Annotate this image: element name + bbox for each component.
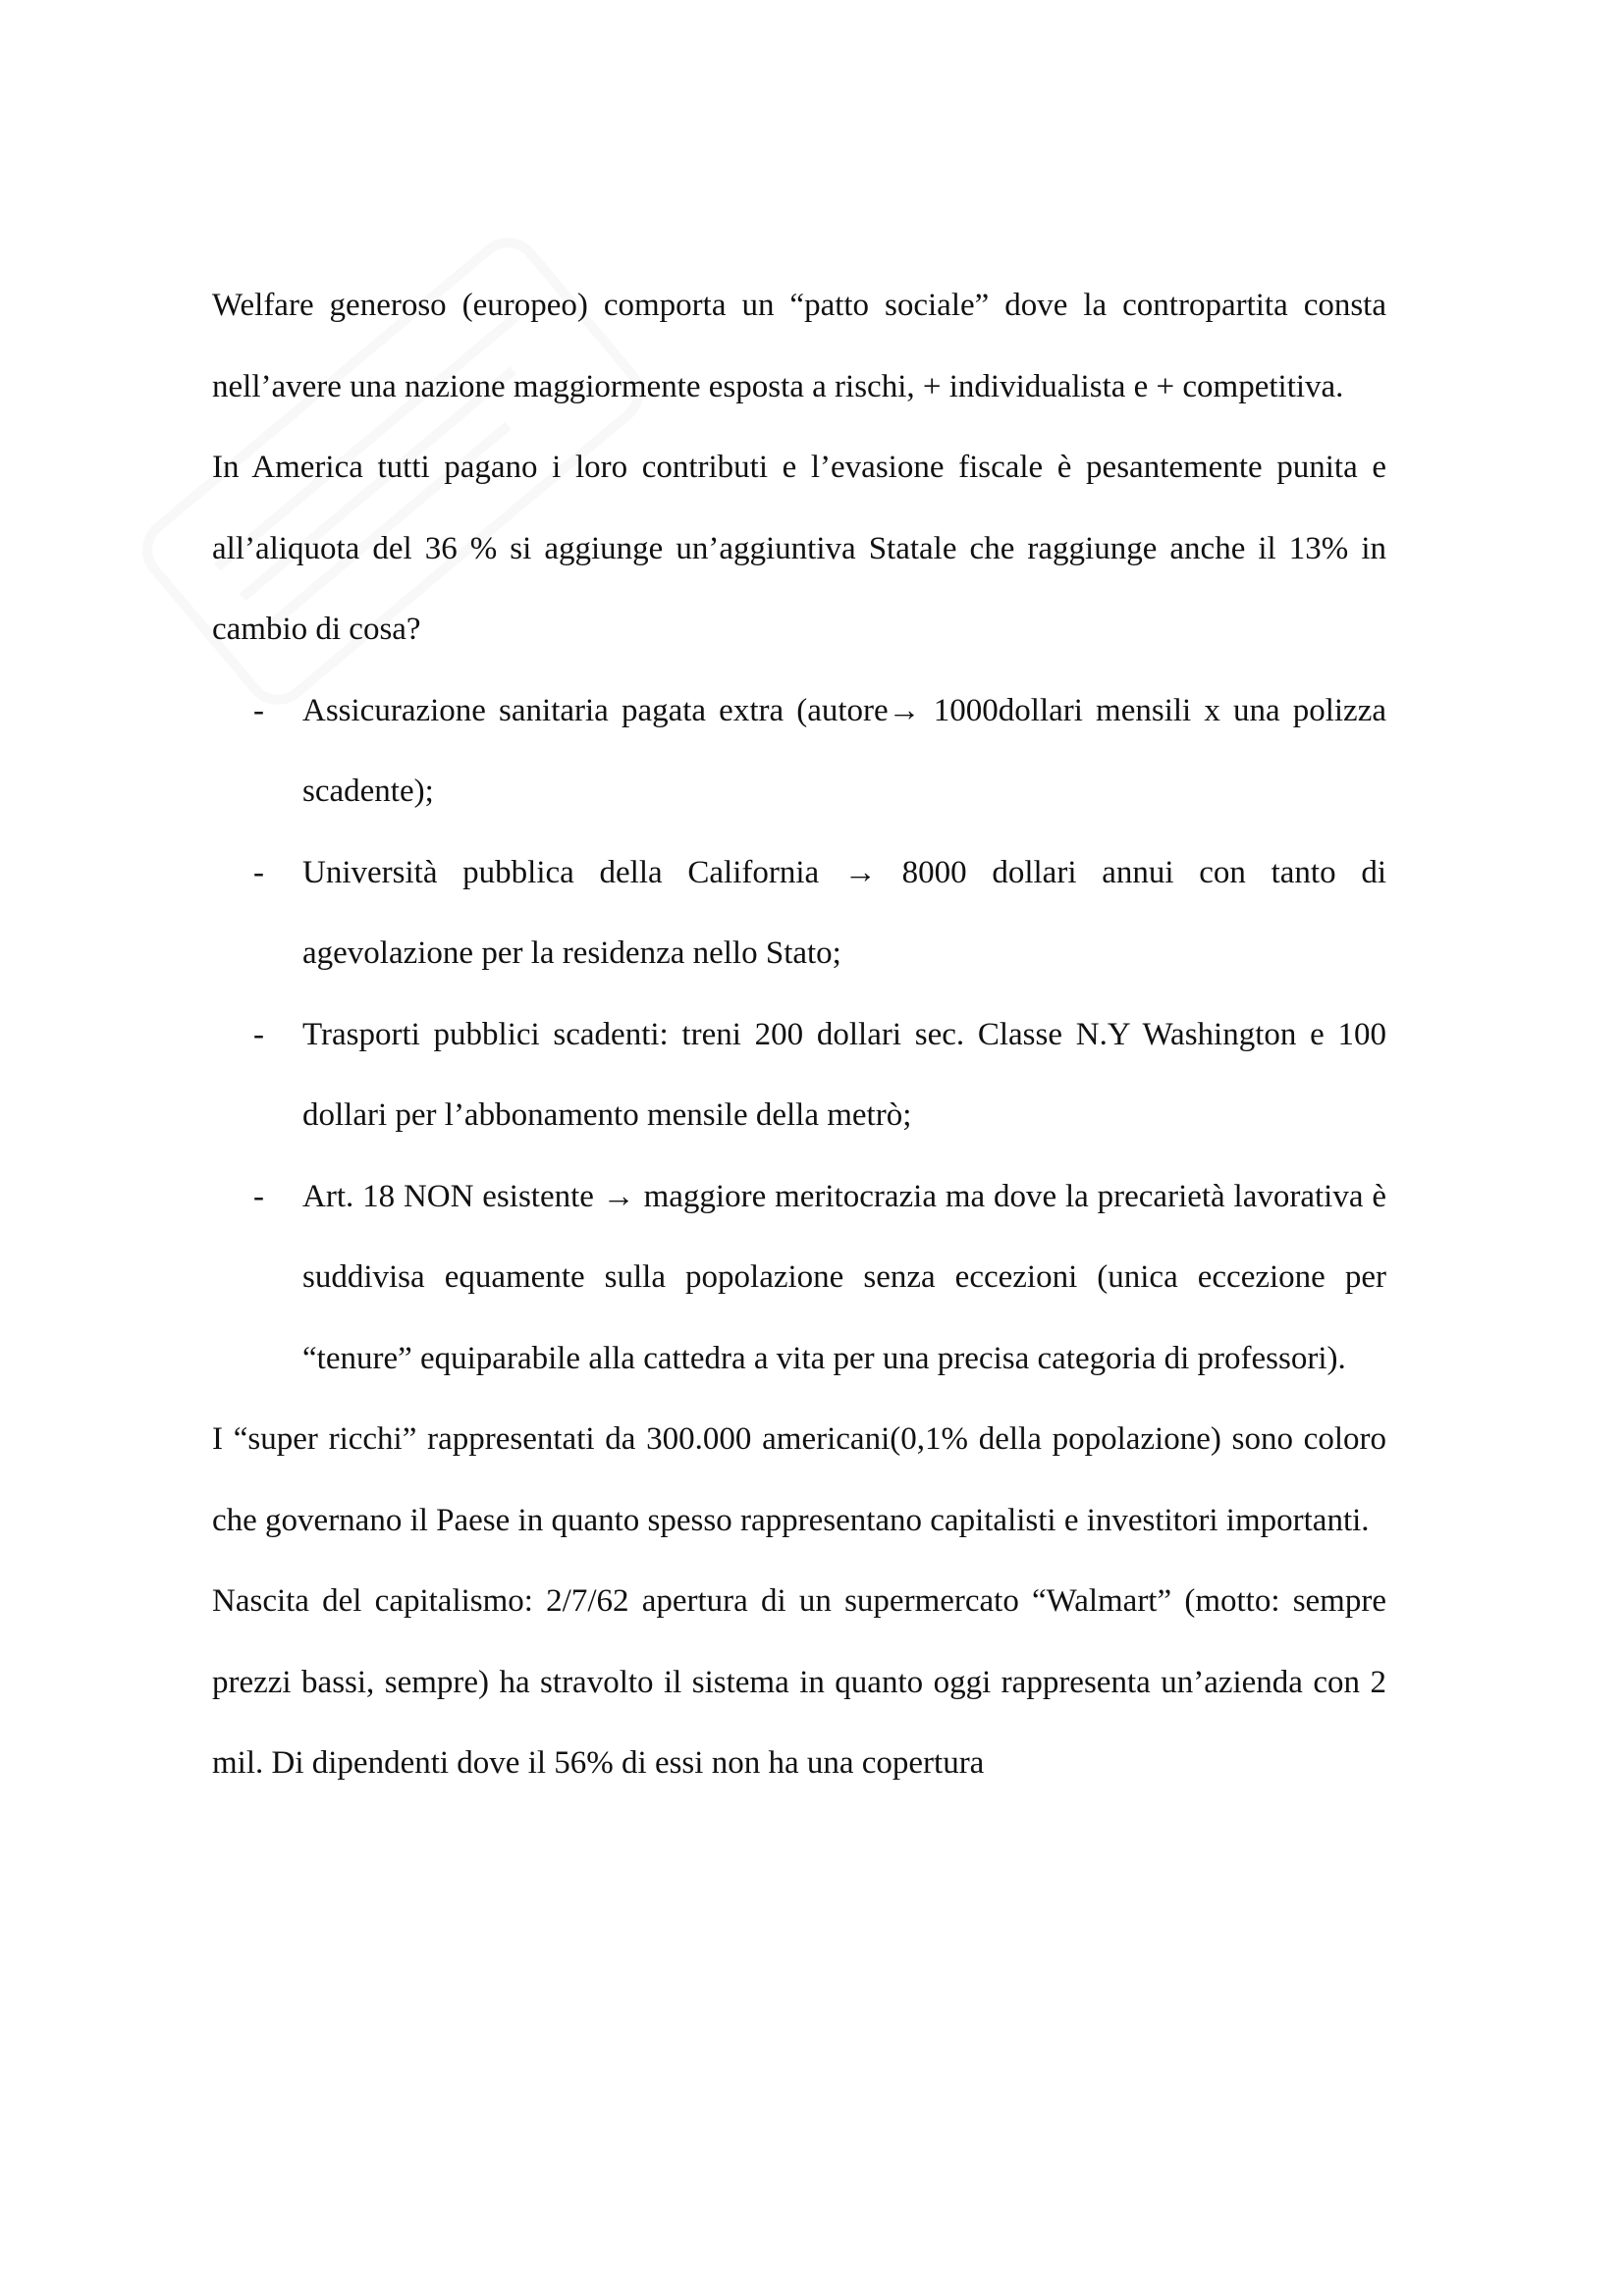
paragraph-capitalism-walmart: Nascita del capitalismo: 2/7/62 apertura di un supermercato “Walmart” (motto: sempre prezzi bassi, sempre) ha stravolto il sistema in quanto oggi rappresenta un’azienda con 2 mil. Di dipendenti dove il 56% di essi non ha una copertura <box>212 1583 1386 1781</box>
bullet-text-health-insurance: Assicurazione sanitaria pagata extra (autore→ 1000dollari mensili x una polizza scadente); <box>302 692 1386 809</box>
paragraph-welfare: Welfare generoso (europeo) comporta un “patto sociale” dove la contropartita consta nell’avere una nazione maggiormente esposta a rischi, + individualista e + competitiva. <box>212 288 1386 404</box>
document-body <box>212 265 1386 1804</box>
bullet-dash: - <box>253 854 264 890</box>
bullet-dash: - <box>253 1178 264 1214</box>
bullet-dash: - <box>253 692 264 728</box>
bullet-text-transport: Trasporti pubblici scadenti: treni 200 dollari sec. Classe N.Y Washington e 100 dollari per l’abbonamento mensile della metrò; <box>302 1016 1386 1133</box>
list-item <box>212 1156 1386 1400</box>
list-item <box>212 670 1386 832</box>
paragraph-america-taxes: In America tutti pagano i loro contributi e l’evasione fiscale è pesantemente punita e all’aliquota del 36 % si aggiunge un’aggiuntiva Statale che raggiunge anche il 13% in cambio di cosa? <box>212 450 1386 647</box>
bullet-list <box>212 670 1386 1400</box>
bullet-text-university: Università pubblica della California → 8000 dollari annui con tanto di agevolazione per la residenza nello Stato; <box>302 854 1386 971</box>
bullet-dash: - <box>253 1016 264 1052</box>
bullet-text-art18: Art. 18 NON esistente → maggiore meritocrazia ma dove la precarietà lavorativa è suddivisa equamente sulla popolazione senza eccezioni (unica eccezione per “tenure” equiparabile alla cattedra a vita per una precisa categoria di professori). <box>302 1178 1386 1376</box>
paragraph-super-rich: I “super ricchi” rappresentati da 300.000 americani(0,1% della popolazione) sono coloro che governano il Paese in quanto spesso rappresentano capitalisti e investitori importanti. <box>212 1421 1386 1538</box>
list-item <box>212 994 1386 1156</box>
list-item <box>212 832 1386 994</box>
